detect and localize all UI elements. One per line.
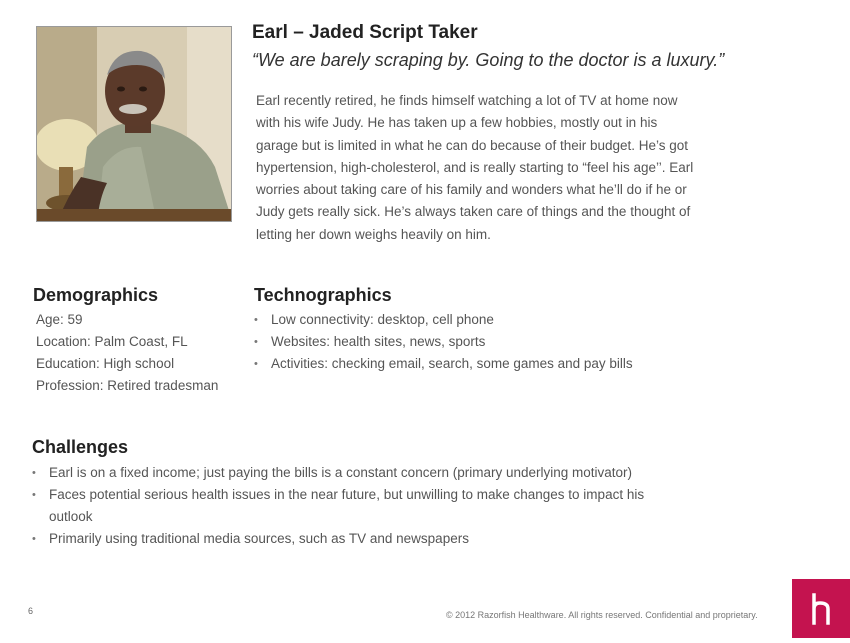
bullet-icon: • bbox=[32, 489, 36, 501]
persona-bio bbox=[256, 90, 721, 246]
challenges-list bbox=[32, 462, 644, 550]
persona-photo bbox=[36, 26, 232, 222]
list-item: Location: Palm Coast, FL bbox=[36, 334, 188, 349]
elderly-man-image bbox=[37, 27, 232, 222]
list-item-text: Earl is on a fixed income; just paying the bills is a constant concern (primary underlying motivator) bbox=[49, 465, 633, 480]
bio-line: with his wife Judy. He has taken up a few hobbies, mostly out in his bbox=[256, 115, 658, 131]
list-item: Age: 59 bbox=[36, 312, 83, 327]
list-item bbox=[32, 462, 644, 484]
bio-line: Earl recently retired, he finds himself watching a lot of TV at home now bbox=[256, 93, 678, 108]
persona-name: Earl – Jaded Script Taker bbox=[252, 22, 478, 43]
list-item bbox=[32, 528, 644, 550]
list-item-text: Websites: health sites, news, sports bbox=[271, 334, 486, 349]
technographics-heading: Technographics bbox=[254, 285, 392, 305]
list-item bbox=[254, 331, 633, 353]
h-glyph-icon bbox=[792, 579, 850, 638]
list-item: Profession: Retired tradesman bbox=[36, 378, 219, 393]
list-item: Education: High school bbox=[36, 356, 175, 371]
page-number: 6 bbox=[28, 606, 34, 616]
bio-line: letting her down weighs heavily on him. bbox=[256, 226, 491, 242]
list-item-text: Activities: checking email, search, some games and pay bills bbox=[271, 356, 633, 371]
list-item bbox=[32, 484, 644, 528]
list-item-text: outlook bbox=[49, 509, 93, 524]
demographics-list bbox=[36, 309, 218, 397]
razorfish-h-logo-icon bbox=[792, 579, 850, 638]
bullet-icon: • bbox=[254, 336, 258, 348]
bullet-icon: • bbox=[254, 314, 258, 326]
bio-line: worries about taking care of his family and wonders what he’ll do if he or bbox=[256, 182, 687, 198]
bullet-icon: • bbox=[32, 467, 36, 479]
list-item bbox=[254, 309, 633, 331]
demographics-heading: Demographics bbox=[33, 285, 159, 305]
list-item-text: Faces potential serious health issues in the near future, but unwilling to make changes to impact his bbox=[49, 487, 645, 502]
challenges-heading: Challenges bbox=[32, 437, 129, 457]
list-item-text: Low connectivity: desktop, cell phone bbox=[271, 312, 494, 327]
bullet-icon: • bbox=[254, 358, 258, 370]
bio-line: hypertension, high-cholesterol, and is really starting to “feel his age’’. Earl bbox=[256, 159, 694, 175]
persona-quote: “We are barely scraping by. Going to the doctor is a luxury.” bbox=[252, 50, 725, 70]
copyright-notice: © 2012 Razorfish Healthware. All rights reserved. Confidential and proprietary. bbox=[446, 610, 758, 620]
list-item-text: Primarily using traditional media sources, such as TV and newspapers bbox=[49, 531, 469, 546]
list-item bbox=[254, 353, 633, 375]
bullet-icon: • bbox=[32, 533, 36, 545]
technographics-list bbox=[254, 309, 633, 375]
bio-line: Judy gets really sick. He’s always taken care of things and the thought of bbox=[256, 204, 691, 220]
bio-line: garage but is limited in what he can do because of their budget. He’s got bbox=[256, 137, 689, 153]
